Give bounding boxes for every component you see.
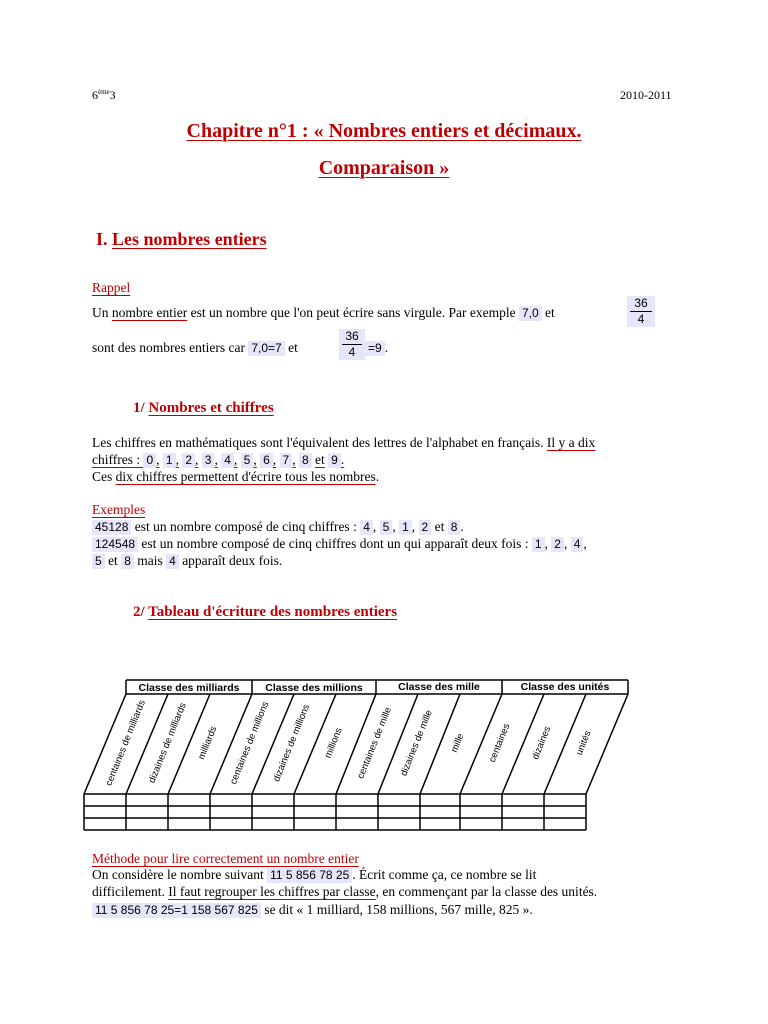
class-header-unites: Classe des unités xyxy=(520,681,610,693)
col-centaines-mille: centaines de mille xyxy=(355,705,395,781)
methode-line3: 11 5 856 78 25=1 158 567 825 se dit « 1 milliard, 158 millions, 567 mille, 825 ». xyxy=(92,901,533,918)
school-year: 2010-2011 xyxy=(620,88,672,102)
class-label: 6ème3 xyxy=(92,88,116,102)
col-dizaines-milliards: dizaines de milliards xyxy=(146,701,189,785)
section-heading-1-1: 1/ Nombres et chiffres xyxy=(133,400,274,416)
chiffres-line2: chiffres : 0 , 1 , 2 , 3 , 4 , 5 , 6 , 7 , 8 et 9 . xyxy=(92,452,345,467)
chapter-title-line2: Comparaison » xyxy=(318,157,450,179)
exemples-label: Exemples xyxy=(92,502,146,517)
col-dizaines: dizaines xyxy=(530,724,554,762)
number-table xyxy=(0,670,768,840)
col-dizaines-millions: dizaines de millions xyxy=(271,702,313,784)
class-header-milliards: Classe des milliards xyxy=(138,682,240,694)
chiffres-line3: Ces dix chiffres permettent d'écrire tous les nombres. xyxy=(92,469,380,484)
methode-label: Méthode pour lire correctement un nombre entier xyxy=(92,851,359,866)
chapter-title-line1: Chapitre n°1 : « Nombres entiers et décimaux. xyxy=(186,120,582,142)
col-unites: unités xyxy=(573,729,594,757)
col-centaines-millions: centaines de millions xyxy=(228,700,272,787)
exemple-line2: 124548 est un nombre composé de cinq chiffres dont un qui apparaît deux fois : 1 , 2 , 4 , xyxy=(92,535,587,552)
col-centaines: centaines xyxy=(486,722,513,764)
methode-line1: On considère le nombre suivant 11 5 856 78 25 . Écrit comme ça, ce nombre se lit xyxy=(92,867,537,882)
class-header-millions: Classe des millions xyxy=(265,682,363,694)
exemple-line1: 45128 est un nombre composé de cinq chiffres : 4 , 5 , 1 , 2 et 8 . xyxy=(92,518,464,535)
rappel-line2: sont des nombres entiers car 7,0=7 et xyxy=(92,340,298,355)
col-milliards: milliards xyxy=(196,724,220,762)
section-heading-1-2: 2/ Tableau d'écriture des nombres entiers xyxy=(133,604,398,620)
section-heading-1: I. Les nombres entiers xyxy=(96,229,267,249)
chiffres-line1: Les chiffres en mathématiques sont l'équivalent des lettres de l'alphabet en français. Il y a dix xyxy=(92,435,596,450)
fraction-36-4: 36 4 xyxy=(627,296,655,327)
fraction-36-4-b: 36 4 xyxy=(339,329,365,360)
exemple-line3: 5 et 8 mais 4 apparaît deux fois. xyxy=(92,552,282,569)
methode-line2: difficilement. Il faut regrouper les chiffres par classe, en commençant par la classe des unités. xyxy=(92,884,598,899)
col-millions: millions xyxy=(322,726,345,760)
col-mille: mille xyxy=(448,731,467,755)
rappel-line1: Un nombre entier est un nombre que l'on peut écrire sans virgule. Par exemple 7,0 et xyxy=(92,305,555,320)
class-header-mille: Classe des mille xyxy=(398,681,480,693)
rappel-label: Rappel xyxy=(92,280,131,295)
col-dizaines-mille: dizaines de mille xyxy=(398,708,435,778)
col-centaines-milliards: centaines de milliards xyxy=(103,698,148,788)
rappel-eq2: =9 . xyxy=(365,339,388,356)
